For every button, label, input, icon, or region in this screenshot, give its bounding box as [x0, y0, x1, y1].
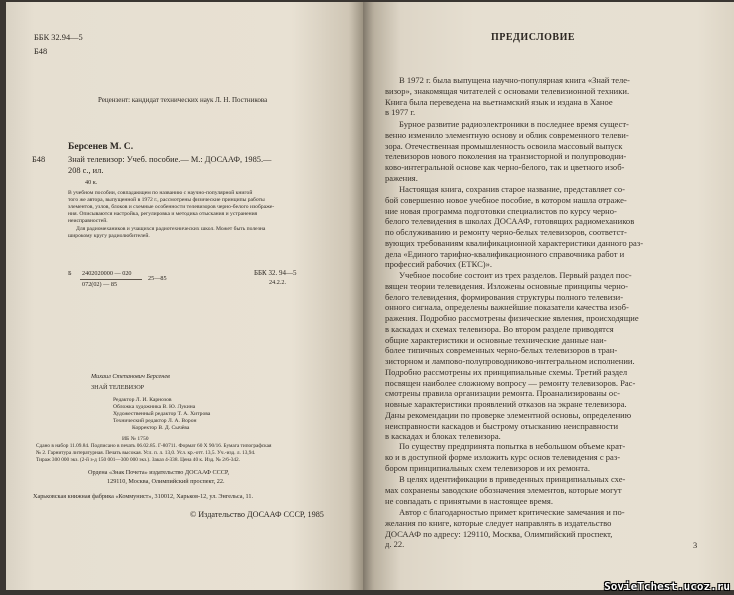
annotation-line: широкому кругу радиолюбителей. — [68, 233, 150, 239]
annotation-line: ния. Описываются настройка, регулировка и методика отыскания и устранения — [68, 211, 258, 217]
text-line: в каскадах и блоках телевизора. — [385, 431, 501, 442]
ib-number: ИБ № 1750 — [122, 436, 149, 442]
code-denominator: 072(02) — 85 — [82, 281, 118, 288]
fraction-rule — [80, 279, 142, 280]
text-line: зисторном и ламповo-полупроводниково-интегральном исполнении. — [385, 356, 635, 366]
bbk-code: ББК 32.94—5 — [34, 33, 83, 42]
text-line: общие характеристики и основные технические данные наи- — [385, 334, 607, 345]
book-spread — [6, 2, 734, 590]
text-line: дела «Единого тарифно-квалификационного справочника работ и — [385, 248, 625, 259]
text-line: Учебное пособие состоит из трех разделов. Первый раздел пос- — [399, 270, 632, 280]
site-watermark: SovieTchest.ucoz.ru — [604, 580, 730, 593]
text-line: Настоящая книга, сохранив старое название, представляет со- — [399, 184, 625, 194]
text-line: венно изменило элементную основу и облик современного телеви- — [385, 129, 629, 140]
text-line: бором принципиальных схем телевизоров и их ремонта. — [385, 462, 590, 473]
print-line: № 2. Гарнитура литературная. Печать высокая. Усл. п. л. 13,0. Усл. кр.-отт. 13,5. Уч.-изд. л. 13,94. — [36, 450, 256, 456]
preface-paragraph — [385, 507, 703, 550]
print-line: Тираж 300 000 экз. (2-й з-д 150 001—300 000 экз.). Заказ 4-338. Цена 40 к. Изд. № 2/6-342. — [36, 457, 240, 463]
text-line: ражения. Подробно рассмотрены физические явления, происходящие — [385, 313, 639, 323]
text-line: по обслуживанию и ремонту черно-белых телевизоров, соответст- — [385, 227, 627, 237]
right-page — [363, 2, 734, 590]
text-line: бой совершенно новое учебное пособие, в котором нашла отраже- — [385, 194, 627, 205]
text-line: Даны рекомендации по проверке элементной основы, определению — [385, 409, 632, 420]
text-line: более типичных современных черно-белых телевизоров в тран- — [385, 345, 618, 356]
code-numerator: 2402020000 — 020 — [82, 270, 132, 277]
text-line: неисправности каскадов и быстрому отысканию неисправности — [385, 420, 619, 431]
annotation-line: того же автора, выпущенной в 1972 г., рассмотрены физические принципы работы — [68, 197, 265, 203]
annotation-line: неисправностей. — [68, 218, 108, 224]
text-line: Подробно рассмотрены их принципиальные схемы. Третий раздел — [385, 366, 628, 377]
text-line: д. 22. — [385, 539, 405, 550]
book-author-name: Михаил Степанович Берсенев — [91, 373, 170, 380]
text-line: В целях идентификации в приведенных принципиальных схе- — [399, 474, 626, 484]
text-line: профессий рабочих (ЕТКС)». — [385, 259, 493, 270]
author-mark: Б48 — [34, 47, 48, 56]
catalog-mark: Б48 — [32, 155, 46, 164]
preface-paragraph — [385, 75, 703, 118]
annotation-line: В учебном пособии, совпадающем по названию с научно-популярной книгой — [68, 190, 253, 196]
preface-paragraph — [385, 474, 703, 506]
text-line: новные характеристики проявлений отказов на экране телевизора. — [385, 399, 627, 409]
printer-line: Харьковская книжная фабрика «Коммунист», 310012, Харьков-12, ул. Энгельса, 11. — [33, 493, 254, 500]
text-line: онного сигнала, определены важнейшие показатели качества изоб- — [385, 302, 629, 313]
text-line: В 1972 г. была выпущена научно-популярная книга «Знай теле- — [399, 75, 630, 85]
preface-paragraph — [385, 441, 703, 473]
text-line: Бурное развитие радиоэлектроники в последнее время сущест- — [399, 119, 629, 129]
publisher-line: 129110, Москва, Олимпийский проспект, 22. — [107, 478, 225, 485]
credit-line: Художественный редактор Т. А. Хитрова — [113, 411, 211, 417]
preface-paragraph — [385, 270, 703, 442]
reviewer-line: Рецензент: кандидат технических наук Л. Н. Постникова — [98, 96, 268, 104]
text-line: визор», знакомящая читателей с основами телевизионной техники. — [385, 85, 630, 96]
text-line: ражения. — [385, 172, 418, 183]
text-line: белого телевидения, формирования структуры полного телевизи- — [385, 291, 624, 302]
text-line: желания по книге, которые следует направлять в издательство — [385, 517, 612, 528]
catalog-author: Берсенев М. С. — [68, 141, 134, 152]
catalog-line-1: Знай телевизор: Учеб. пособие.— М.: ДОСААФ, 1985.— — [68, 155, 272, 164]
credit-line: Обложка художника В. Ю. Лукина — [113, 404, 196, 410]
udc-right: 24.2.2. — [269, 279, 287, 286]
left-page — [6, 2, 363, 590]
catalog-price: 40 к. — [85, 179, 98, 186]
text-line: ДОСААФ по адресу: 129110, Москва, Олимпийский проспект, — [385, 528, 613, 539]
code-range: 25—85 — [148, 275, 167, 282]
text-line: в каскадах и схемах телевизора. Во втором разделе приводятся — [385, 323, 614, 334]
copyright-line: © Издательство ДОСААФ СССР, 1985 — [190, 510, 324, 519]
credit-line: Технический редактор Л. А. Ворон — [113, 418, 197, 424]
annotation-line: Для радиомехаников и учащихся радиотехнических школ. Может быть полезна — [76, 226, 266, 232]
page-number: 3 — [693, 541, 698, 550]
text-line: белого телевидения в школах ДОСААФ, готовящих радиомехаников — [385, 216, 635, 227]
annotation-line: элементов, узлов, блоков и схемные особенности телевизоров черно-белого изображе- — [68, 204, 275, 210]
print-line: Сдано в набор 11.09.84. Подписано в печать 06.02.85. Г-80711. Формат 60 Х 90/16. Бумага типографская — [36, 443, 272, 449]
text-line: в 1977 г. — [385, 107, 416, 118]
text-line: ково-интегральной основе как черно-белого, так и цветного изоб- — [385, 162, 625, 172]
book-title: ЗНАЙ ТЕЛЕВИЗОР — [91, 384, 145, 391]
text-line: По существу предпринята попытка в небольшом объеме крат- — [399, 441, 626, 451]
text-line: вующих требованиям квалификационной характеристики данного раз- — [385, 237, 644, 248]
text-line: посвящен наиболее сложному вопросу — ремонту телевизоров. Рас- — [385, 377, 636, 388]
text-line: ние новая программа подготовки специалистов по курсу черно- — [385, 205, 617, 216]
text-line: телевизоров нового поколения на транзисторной и полупроводни- — [385, 151, 627, 162]
preface-paragraph — [385, 184, 703, 270]
preface-heading: ПРЕДИСЛОВИЕ — [491, 32, 576, 43]
text-line: не совпадать с принятыми в настоящее время. — [385, 495, 553, 506]
text-line: мах сохранены заводские обозначения элементов, которые могут — [385, 484, 622, 495]
text-line: Автор с благодарностью примет критические замечания и по- — [399, 507, 625, 517]
text-line: зора. Отечественная промышленность освоила массовый выпуск — [385, 140, 623, 151]
credit-line: Корректор В. Д. Сычёва — [132, 425, 190, 431]
catalog-line-2: 208 с., ил. — [68, 166, 104, 175]
text-line: вящен теории телевидения. Изложены основные принципы черно- — [385, 280, 628, 291]
preface-paragraph — [385, 119, 703, 184]
text-line: смотрены правила организации ремонта. Проанализированы ос- — [385, 388, 621, 399]
publisher-line: Ордена «Знак Почета» издательство ДОСААФ СССР, — [88, 469, 230, 476]
bbk-right: ББК 32. 94—5 — [254, 269, 297, 277]
code-letter: Б — [68, 270, 72, 277]
text-line: ко и в доступной форме изложить курс основ телевидения с раз- — [385, 451, 621, 462]
text-line: Книга была переведена на вьетнамский язык и издана в Ханое — [385, 96, 613, 107]
credit-line: Редактор Л. И. Карнозов — [113, 397, 172, 403]
